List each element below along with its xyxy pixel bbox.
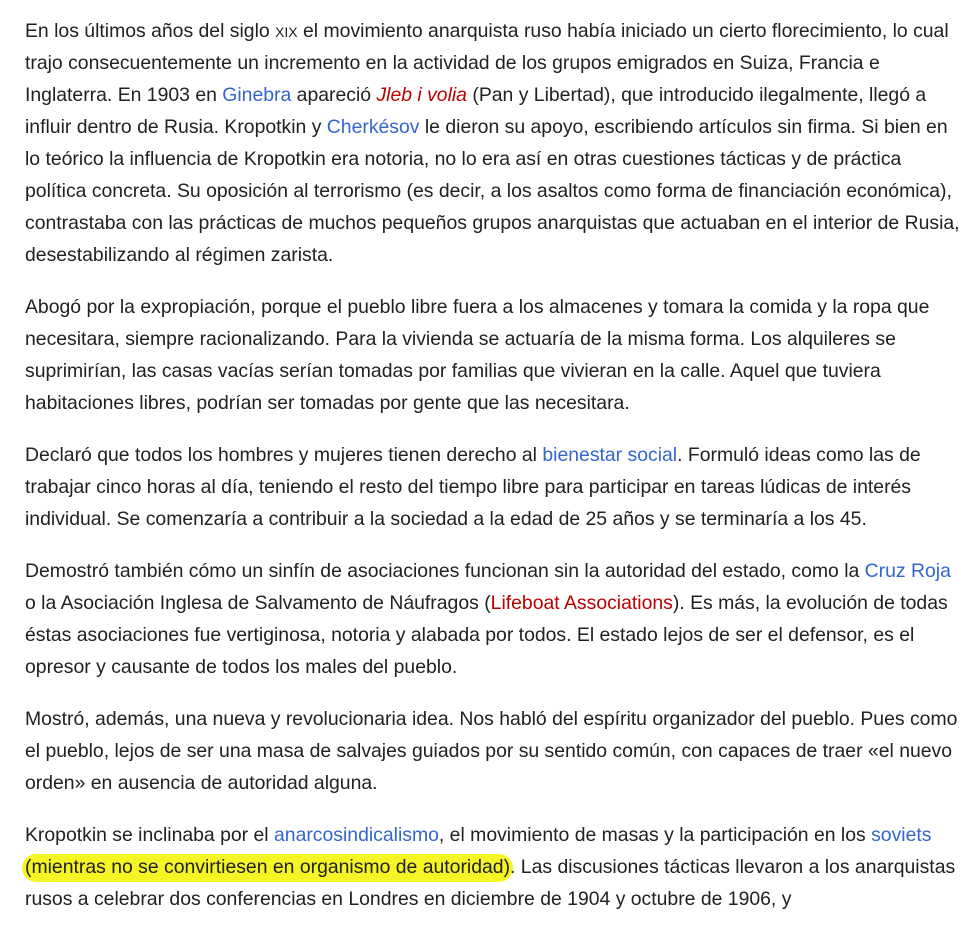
text-run: , el movimiento de masas y la participación en los xyxy=(438,824,872,846)
text-run: el movimiento anarquista ruso había iniciado un cierto florecimiento, lo cual trajo consecuentemente un incremento en la actividad de los grupos emigrados en Suiza, Francia e Inglaterra. En 1903 en xyxy=(25,20,949,106)
text-run: ). Es más, la evolución de todas éstas asociaciones fue vertiginosa, notoria y alabada por todos. El estado lejos de ser el defensor, es el opresor y causante de todos los males del pueblo. xyxy=(25,592,948,678)
text-run: Declaró que todos los hombres y mujeres tienen derecho al xyxy=(25,444,543,466)
link-ginebra[interactable]: Ginebra xyxy=(222,84,292,106)
paragraph-5: Mostró, además, una nueva y revolucionaria idea. Nos habló del espíritu organizador del pueblo. Pues como el pueblo, lejos de ser una masa de salvajes guiados por su sentido común, con capaces de traer «el nuevo orden» en ausencia de autoridad alguna. xyxy=(25,708,958,794)
link-anarcosindicalismo[interactable]: anarcosindicalismo xyxy=(274,824,439,846)
text-run: (Pan y Libertad), que introducido ilegalmente, llegó a influir dentro de Rusia. Kropotkin y xyxy=(25,84,927,138)
paragraph-3 xyxy=(25,439,965,535)
century-numeral: xix xyxy=(275,20,298,42)
text-run: o la Asociación Inglesa de Salvamento de Náufragos ( xyxy=(25,592,491,614)
link-jleb-i-volia[interactable]: Jleb i volia xyxy=(376,84,467,106)
paragraph-4 xyxy=(25,555,965,683)
link-cruz-roja[interactable]: Cruz Roja xyxy=(864,560,951,582)
text-run: En los últimos años del siglo xyxy=(25,20,276,42)
article-body xyxy=(25,15,965,935)
link-lifeboat-associations[interactable]: Lifeboat Associations xyxy=(490,592,673,614)
paragraph-1 xyxy=(25,15,965,271)
text-run: . Formuló ideas como las de trabajar cinco horas al día, teniendo el resto del tiempo libre para participar en tareas lúdicas de interés individual. Se comenzaría a contribuir a la sociedad a la edad de 25 años y se terminaría a los 45. xyxy=(25,444,921,530)
paragraph-2: Abogó por la expropiación, porque el pueblo libre fuera a los almacenes y tomara la comida y la ropa que necesitara, siempre racionalizando. Para la vivienda se actuaría de la misma forma. Los alquileres se suprimirían, las casas vacías serían tomadas por familias que vivieran en la calle. Aquel que tuviera habitaciones libres, podrían ser tomadas por gente que las necesitara. xyxy=(25,296,930,414)
text-run: apareció xyxy=(291,84,377,106)
link-bienestar-social[interactable]: bienestar social xyxy=(542,444,678,466)
link-soviets[interactable]: soviets xyxy=(871,824,932,846)
text-run: Demostró también cómo un sinfín de asociaciones funcionan sin la autoridad del estado, como la xyxy=(25,560,865,582)
text-run: le dieron su apoyo, escribiendo artículos sin firma. Si bien en lo teórico la influencia de Kropotkin era notoria, no lo era así en otras cuestiones tácticas y de práctica política concreta. Su oposición al terrorismo (es decir, a los asaltos como forma de financiación económica), contrastaba con las prácticas de muchos pequeños grupos anarquistas que actuaban en el interior de Rusia, desestabilizando al régimen zarista. xyxy=(25,116,960,266)
highlighted-text: (mientras no se convirtiesen en organismo de autoridad) xyxy=(22,854,513,882)
text-run: . Las discusiones tácticas llevaron a los anarquistas rusos a celebrar dos conferencias en Londres en diciembre de 1904 y octubre de 1906, y xyxy=(25,856,956,910)
link-cherkesov[interactable]: Cherkésov xyxy=(326,116,420,138)
paragraph-6 xyxy=(25,819,965,915)
text-run: Kropotkin se inclinaba por el xyxy=(25,824,274,846)
